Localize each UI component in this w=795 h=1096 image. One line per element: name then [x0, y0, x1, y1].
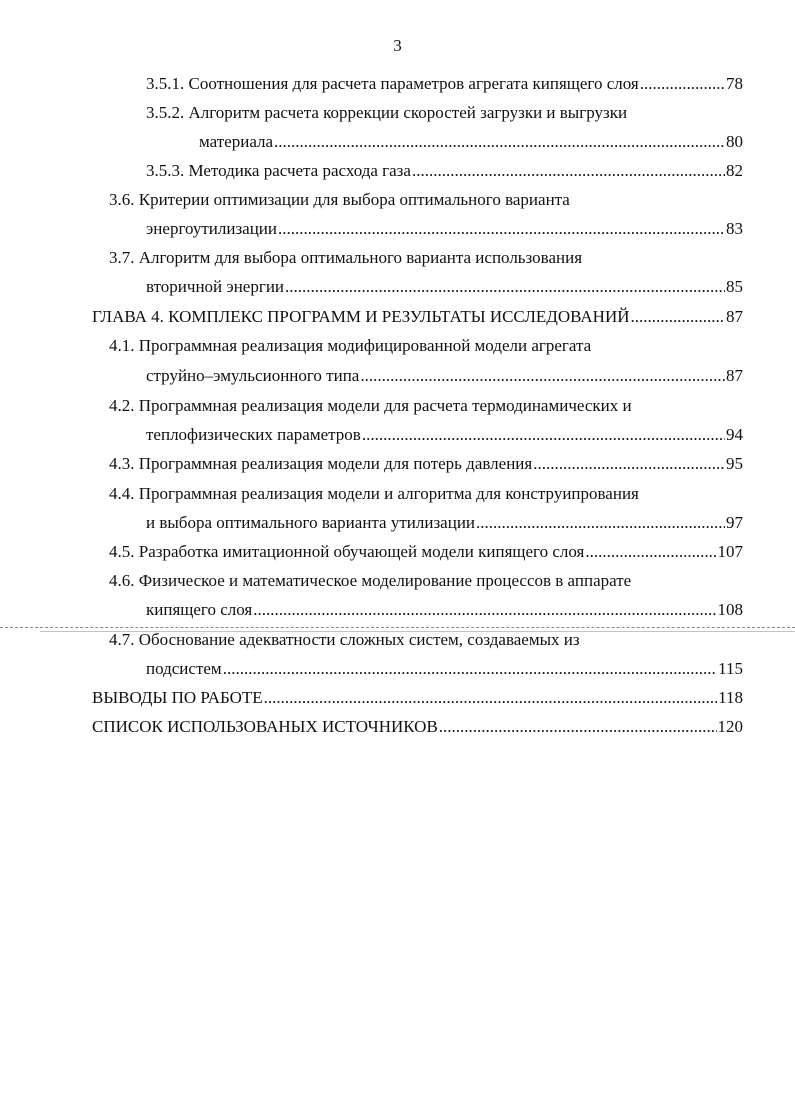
toc-page-number: 97	[726, 513, 743, 532]
leader-dots	[533, 450, 725, 478]
toc-page-number: 87	[726, 366, 743, 385]
toc-entry-title-cont: теплофизических параметров	[146, 425, 361, 444]
leader-dots	[274, 128, 725, 156]
toc-entry-title: 4.4. Программная реализация модели и алгоритма для конструипрования	[109, 484, 639, 503]
toc-entry-title: 3.5.3. Методика расчета расхода газа	[146, 161, 411, 180]
page-number: 3	[393, 36, 402, 55]
toc-page-number: 115	[718, 659, 743, 678]
toc-page-number: 118	[718, 688, 743, 707]
toc-page-number: 80	[726, 132, 743, 151]
toc-entry-title: 4.5. Разработка имитационной обучающей модели кипящего слоя	[109, 542, 585, 561]
leader-dots	[631, 303, 725, 331]
toc-entry-title-cont: материала	[199, 132, 274, 151]
toc-page-number: 82	[726, 161, 743, 180]
toc-entry-title: 4.7. Обоснование адекватности сложных систем, создаваемых из	[109, 630, 580, 649]
toc-entry-title: СПИСОК ИСПОЛЬЗОВАНЫХ ИСТОЧНИКОВ	[92, 717, 438, 736]
toc-entry-title-cont: кипящего слоя	[146, 600, 253, 619]
leader-dots	[278, 215, 725, 243]
leader-dots	[476, 509, 725, 537]
toc-entry-title: 3.7. Алгоритм для выбора оптимального варианта использования	[109, 248, 583, 267]
leader-dots	[585, 538, 716, 566]
leader-dots	[285, 273, 725, 301]
leader-dots	[223, 655, 717, 683]
toc-page-number: 120	[717, 717, 743, 736]
toc-entry-title: 3.5.2. Алгоритм расчета коррекции скоростей загрузки и выгрузки	[146, 103, 628, 122]
leader-dots	[362, 421, 725, 449]
toc-entry-title: 4.6. Физическое и математическое моделирование процессов в аппарате	[109, 571, 632, 590]
toc-page-number: 95	[726, 454, 743, 473]
toc-page-number: 85	[726, 277, 743, 296]
leader-dots	[360, 362, 725, 390]
toc-entry-title: 3.5.1. Соотношения для расчета параметров агрегата кипящего слоя	[146, 74, 639, 93]
leader-dots	[640, 70, 725, 98]
toc-entry-title: ГЛАВА 4. КОМПЛЕКС ПРОГРАММ И РЕЗУЛЬТАТЫ ИССЛЕДОВАНИЙ	[92, 307, 630, 326]
leader-dots	[253, 596, 716, 624]
toc-entry-title: ВЫВОДЫ ПО РАБОТЕ	[92, 688, 263, 707]
toc-page-number: 78	[726, 74, 743, 93]
toc-entry-title-cont: вторичной энергии	[146, 277, 285, 296]
toc-page-number: 94	[726, 425, 743, 444]
leader-dots	[439, 713, 717, 741]
toc-page-number: 83	[726, 219, 743, 238]
toc-page-number: 87	[726, 307, 743, 326]
toc-entry-title: 4.3. Программная реализация модели для потерь давления	[109, 454, 533, 473]
toc-entry-title-cont: энергоутилизации	[146, 219, 278, 238]
toc-entry-title-cont: подсистем	[146, 659, 222, 678]
leader-dots	[412, 157, 725, 185]
toc-entry-title: 4.2. Программная реализация модели для расчета термодинамических и	[109, 396, 632, 415]
toc-page-number: 107	[717, 542, 743, 561]
toc-entry-title: 4.1. Программная реализация модифицированной модели агрегата	[109, 336, 592, 355]
leader-dots	[264, 684, 717, 712]
toc-entry-title-cont: струйно–эмульсионного типа	[146, 366, 360, 385]
toc-entry-title: 3.6. Критерии оптимизации для выбора оптимального варианта	[109, 190, 570, 209]
toc-page-number: 108	[717, 600, 743, 619]
toc-entry-title-cont: и выбора оптимального варианта утилизации	[146, 513, 476, 532]
